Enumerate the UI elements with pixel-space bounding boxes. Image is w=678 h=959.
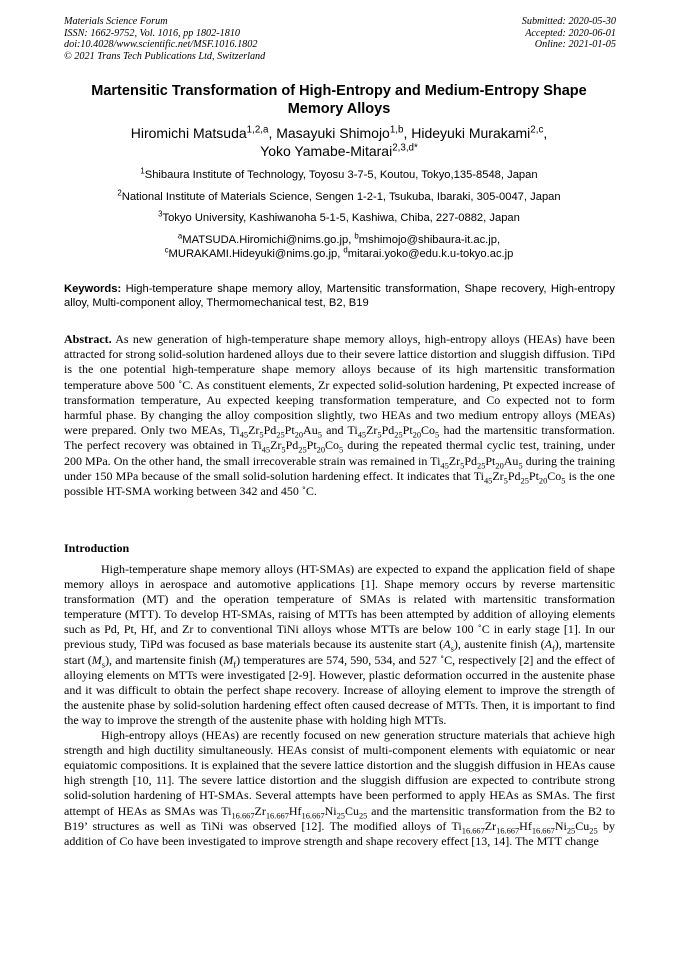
- alloy-formula: $Ti_{45}Zr_5Pd_{25}Pt_{20}Au_5$: [430, 453, 523, 471]
- alloy-formula: $Ti_{45}Zr_5Pd_{25}Pt_{20}Co_5$: [251, 438, 344, 455]
- copyright: © 2021 Trans Tech Publications Ltd, Switzerland: [64, 50, 266, 62]
- email-link[interactable]: MATSUDA.Hiromichi@nims.go.jp,: [182, 234, 355, 246]
- submitted-date: Submitted: 2020-05-30: [521, 16, 616, 27]
- author-name: Yoko Yamabe-Mitarai: [260, 143, 393, 159]
- accepted-date: Accepted: 2020-06-01: [525, 27, 616, 39]
- email-link[interactable]: mshimojo@shibaura-it.ac.jp,: [358, 234, 501, 246]
- alloy-formula: $Ti_{45}Zr_5Pd_{25}Pt_{20}Au_5$: [229, 423, 322, 440]
- journal-header: [64, 16, 265, 62]
- introduction-body: [64, 562, 615, 849]
- affiliation-1: $^1$Shibaura Institute of Technology, Toyosu 3-7-5, Koutou, Tokyo,135-8548, Japan: [140, 166, 538, 181]
- keywords: Keywords: High-temperature shape memory alloy, Martensitic transformation, Shape recovery, High-entropy alloy, Multi-component alloy, Thermomechanical test, B2, B19: [64, 283, 615, 309]
- abstract: Abstract. As new generation of high-temperature shape memory alloys, high-entropy alloys (HEAs) have been attracted for strong solid-solution hardened alloys due to their severe lattice distortion and sluggish diffusion. TiPd is the one potential high-temperature shape memory alloys because of its high martensitic transformation temperature above 500 ˚C. As constituent elements, Zr expected solid-solution hardening, Pt expected increase of transformation temperature, Au expected keeping transformation temperature, and Co expected not to form harmful phase. By changing the alloy composition slightly, two HEAs and two medium entropy alloys (MEAs) were prepared. Only two MEAs, $Ti_{45}Zr_5Pd_{25}Pt_{20}Au_5$ and $Ti_{45}Zr_5Pd_{25}Pt_{20}Co_5$ had the martensitic transformation. The perfect recovery was obtained in $Ti_{45}Zr_5Pd_{25}Pt_{20}Co_5$ during the repeated thermal cyclic test, training, under 200 MPa. On the other hand, the small irrecoverable strain was remained in $Ti_{45}Zr_5Pd_{25}Pt_{20}Au_5$ during the training under 150 MPa because of the small solid-solution hardening effect. It indicates that $Ti_{45}Zr_5Pd_{25}Pt_{20}Co_5$ is the one possible HT-SMA working between 342 and 450 ˚C.: [64, 332, 616, 499]
- author-name: Hiromichi Matsuda: [130, 125, 247, 141]
- author-list: Hiromichi Matsuda$^{1,2,a}$, Masayuki Shimojo$^{1,b}$, Hideyuki Murakami$^{2,c}$, Yoko Yamabe-Mitarai$^{2,3,d*}$: [130, 124, 548, 159]
- keywords-label: Keywords:: [64, 283, 122, 295]
- author-name: Hideyuki Murakami: [411, 125, 531, 141]
- email-link[interactable]: mitarai.yoko@edu.k.u-tokyo.ac.jp: [347, 248, 514, 260]
- abstract-label: Abstract.: [64, 332, 112, 346]
- paper-title: Martensitic Transformation of High-Entropy and Medium-Entropy Shape Memory Alloys: [91, 83, 587, 117]
- paragraph: High-entropy alloys (HEAs) are recently focused on new generation structure materials that achieve high strength and high ductility simultaneously. HEAs consist of multi-component elements with equiatomic or near equiatomic compositions. It is explained that the severe lattice distortion and the sluggish diffusion in HEAs cause high strength [10, 11]. The severe lattice distortion and the sluggish diffusion are expected to contribute strong solid-solution hardening of HT-SMAs. Several attempts have been performed to apply HEAs as SMAs. The first attempt of HEAs as SMAs was $Ti_{16.667}Zr_{16.667}Hf_{16.667}Ni_{25}Cu_{25}$ and the martensitic transformation from the B2 to B19’ structures as well as TiNi was observed [12]. The modified alloys of $Ti_{16.667}Zr_{16.667}Hf_{16.667}Ni_{25}Cu_{25}$ by addition of Co have been investigated to improve strength and shape recovery effect [13, 14]. The MTT change: [64, 728, 616, 848]
- paragraph: High-temperature shape memory alloys (HT-SMAs) are expected to expand the application field of shape memory alloys in aerospace and automotive applications [1]. Shape memory occurs by reverse martensitic transformation (MT) and the operation temperature of SMAs is related with martensitic transformation temperature (MTT). To develop HT-SMAs, raising of MTTs has been attempted by addition of alloying elements such as Pd, Pt, Hf, and Zr to conventional TiNi alloys whose MTTs are below 100 ˚C in early stage [1]. In our previous study, TiPd was focused as base materials because its austenite start $(A_s)$, austenite finish $(A_f)$, martensite start $(M_s)$, and martensite finish $(M_f)$ temperatures are 574, 590, 534, and 527 ˚C, respectively [2] and the effect of alloying elements on MTTs were investigated [2-9]. However, plastic deformation occurred in the austenite phase and it was difficult to obtain the perfect shape recovery. Increase of alloying element to improve the strength of the austenite phase by solid-solution hardening effect often caused decrease of MTTs. Then, it is important to find the way to improve the strength of the austenite phase with holding high MTTs.: [64, 562, 615, 727]
- alloy-formula: $Ti_{16.667}Zr_{16.667}Hf_{16.667}Ni_{25}Cu_{25}$: [221, 803, 368, 820]
- section-heading-introduction: Introduction: [64, 541, 130, 555]
- author-name: Masayuki Shimojo: [276, 125, 390, 141]
- dates-header: [522, 16, 616, 51]
- affiliation-3: $^3$Tokyo University, Kashiwanoha 5-1-5, Kashiwa, Chiba, 227-0882, Japan: [158, 209, 520, 224]
- affiliation-2: $^2$National Institute of Materials Science, Sengen 1-2-1, Tsukuba, Ibaraki, 305-0047, Japan: [117, 188, 561, 203]
- journal-name: Materials Science Forum: [64, 16, 168, 27]
- alloy-formula: $Ti_{16.667}Zr_{16.667}Hf_{16.667}Ni_{25}Cu_{25}$: [451, 818, 598, 835]
- doi[interactable]: doi:10.4028/www.scientific.net/MSF.1016.1802: [64, 39, 258, 51]
- online-date: Online: 2021-01-05: [534, 39, 616, 51]
- issn: ISSN: 1662-9752, Vol. 1016, pp 1802-1810: [64, 27, 241, 39]
- alloy-formula: $Ti_{45}Zr_5Pd_{25}Pt_{20}Co_5$: [473, 468, 566, 486]
- email-link[interactable]: MURAKAMI.Hideyuki@nims.go.jp,: [168, 248, 344, 260]
- email-list: $^a$MATSUDA.Hiromichi@nims.go.jp, $^b$mshimojo@shibaura-it.ac.jp, $^c$MURAKAMI.Hideyuki@nims.go.jp, $^d$mitarai.yoko@edu.k.u-tokyo.ac.jp: [164, 231, 514, 260]
- alloy-formula: $Ti_{45}Zr_5Pd_{25}Pt_{20}Co_5$: [347, 423, 440, 440]
